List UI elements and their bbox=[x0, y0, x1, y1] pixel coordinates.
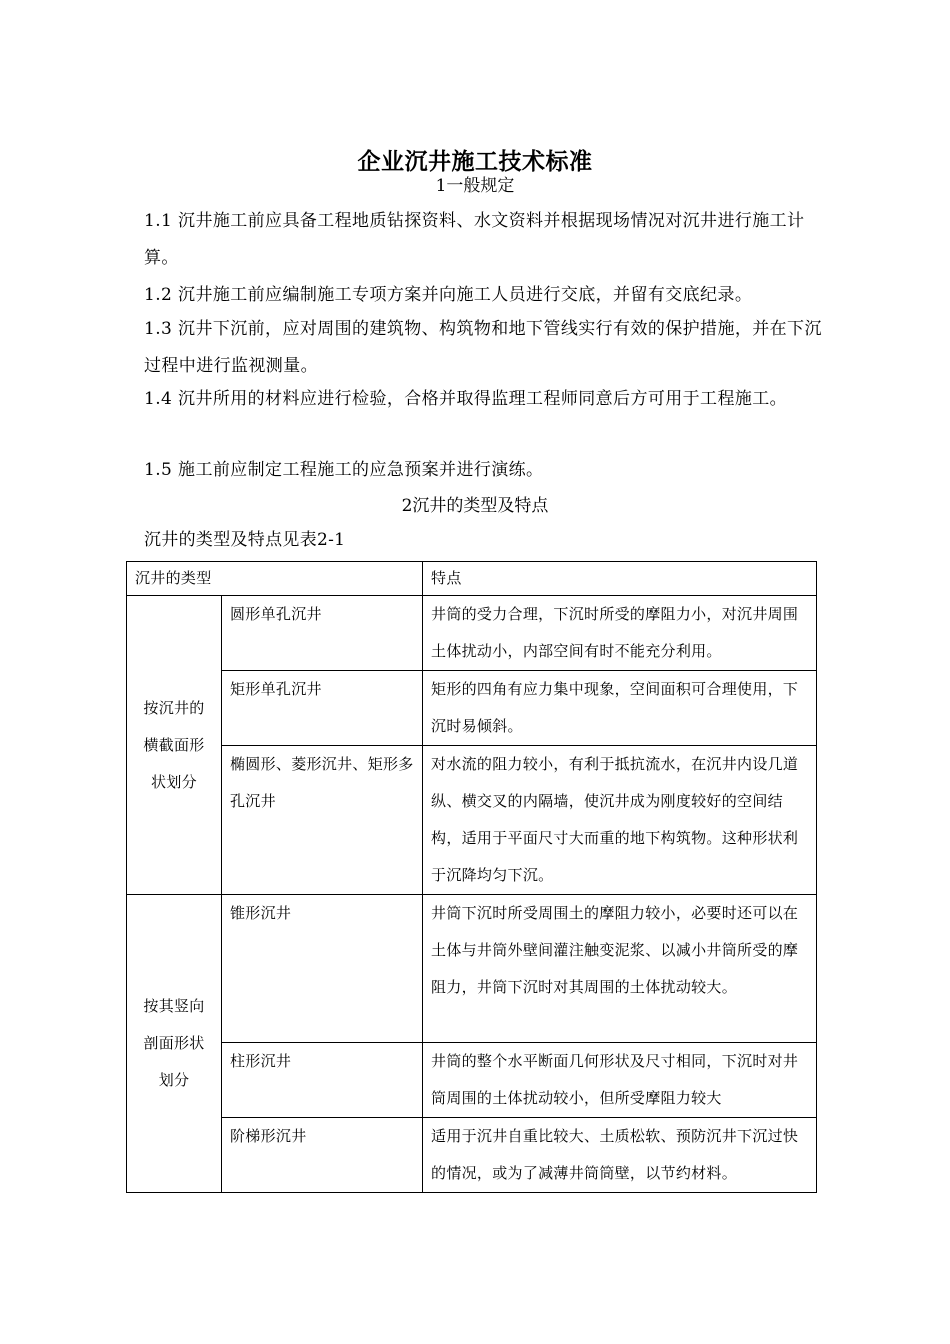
table-row bbox=[127, 1118, 817, 1193]
table-header-row bbox=[127, 562, 817, 596]
type-cell: 圆形单孔沉井 bbox=[222, 596, 423, 671]
header-type-cell: 沉井的类型 bbox=[127, 562, 423, 596]
clause-1-3: 1.3 沉井下沉前，应对周围的建筑物、构筑物和地下管线实行有效的保护措施，并在下沉过程中进行监视测量。 bbox=[144, 319, 822, 376]
table-intro: 沉井的类型及特点见表2-1 bbox=[144, 530, 346, 550]
header-feature-cell: 特点 bbox=[423, 562, 817, 596]
type-cell: 柱形沉井 bbox=[222, 1043, 423, 1118]
type-cell: 椭圆形、菱形沉井、矩形多孔沉井 bbox=[222, 746, 423, 895]
type-cell: 矩形单孔沉井 bbox=[222, 671, 423, 746]
clause-1-4: 1.4 沉井所用的材料应进行检验，合格并取得监理工程师同意后方可用于工程施工。 bbox=[144, 389, 788, 409]
feature-cell: 井筒的整个水平断面几何形状及尺寸相同，下沉时对井筒周围的土体扰动较小，但所受摩阻力较大 bbox=[423, 1043, 817, 1118]
table-row bbox=[127, 596, 817, 671]
document-title: 企业沉井施工技术标准 bbox=[357, 148, 593, 175]
caisson-types-table bbox=[126, 561, 817, 1193]
section-1-heading: 1一般规定 bbox=[435, 176, 515, 196]
feature-cell: 适用于沉井自重比较大、土质松软、预防沉井下沉过快的情况，或为了减薄井筒筒壁，以节约材料。 bbox=[423, 1118, 817, 1193]
table-row bbox=[127, 895, 817, 1043]
feature-cell: 井筒下沉时所受周围土的摩阻力较小，必要时还可以在土体与井筒外壁间灌注触变泥浆、以减小井筒所受的摩阻力，井筒下沉时对其周围的土体扰动较大。 bbox=[423, 895, 817, 1043]
feature-cell: 矩形的四角有应力集中现象，空间面积可合理使用，下沉时易倾斜。 bbox=[423, 671, 817, 746]
group-label-cross-section: 按沉井的横截面形状划分 bbox=[127, 596, 222, 895]
clause-1-2: 1.2 沉井施工前应编制施工专项方案并向施工人员进行交底，并留有交底纪录。 bbox=[144, 285, 753, 305]
table-row bbox=[127, 746, 817, 895]
feature-cell: 对水流的阻力较小，有利于抵抗流水，在沉井内设几道纵、横交叉的内隔墙，使沉井成为刚度较好的空间结构，适用于平面尺寸大而重的地下构筑物。这种形状利于沉降均匀下沉。 bbox=[423, 746, 817, 895]
feature-cell: 井筒的受力合理，下沉时所受的摩阻力小，对沉井周围土体扰动小，内部空间有时不能充分利用。 bbox=[423, 596, 817, 671]
section-2-heading: 2沉井的类型及特点 bbox=[401, 496, 549, 516]
clause-1-5: 1.5 施工前应制定工程施工的应急预案并进行演练。 bbox=[144, 460, 544, 480]
clause-1-1: 1.1 沉井施工前应具备工程地质钻探资料、水文资料并根据现场情况对沉井进行施工计算。 bbox=[144, 211, 805, 268]
table-row bbox=[127, 1043, 817, 1118]
type-cell: 阶梯形沉井 bbox=[222, 1118, 423, 1193]
group-label-vertical-section: 按其竖向剖面形状划分 bbox=[127, 895, 222, 1193]
table-row bbox=[127, 671, 817, 746]
type-cell: 锥形沉井 bbox=[222, 895, 423, 1043]
